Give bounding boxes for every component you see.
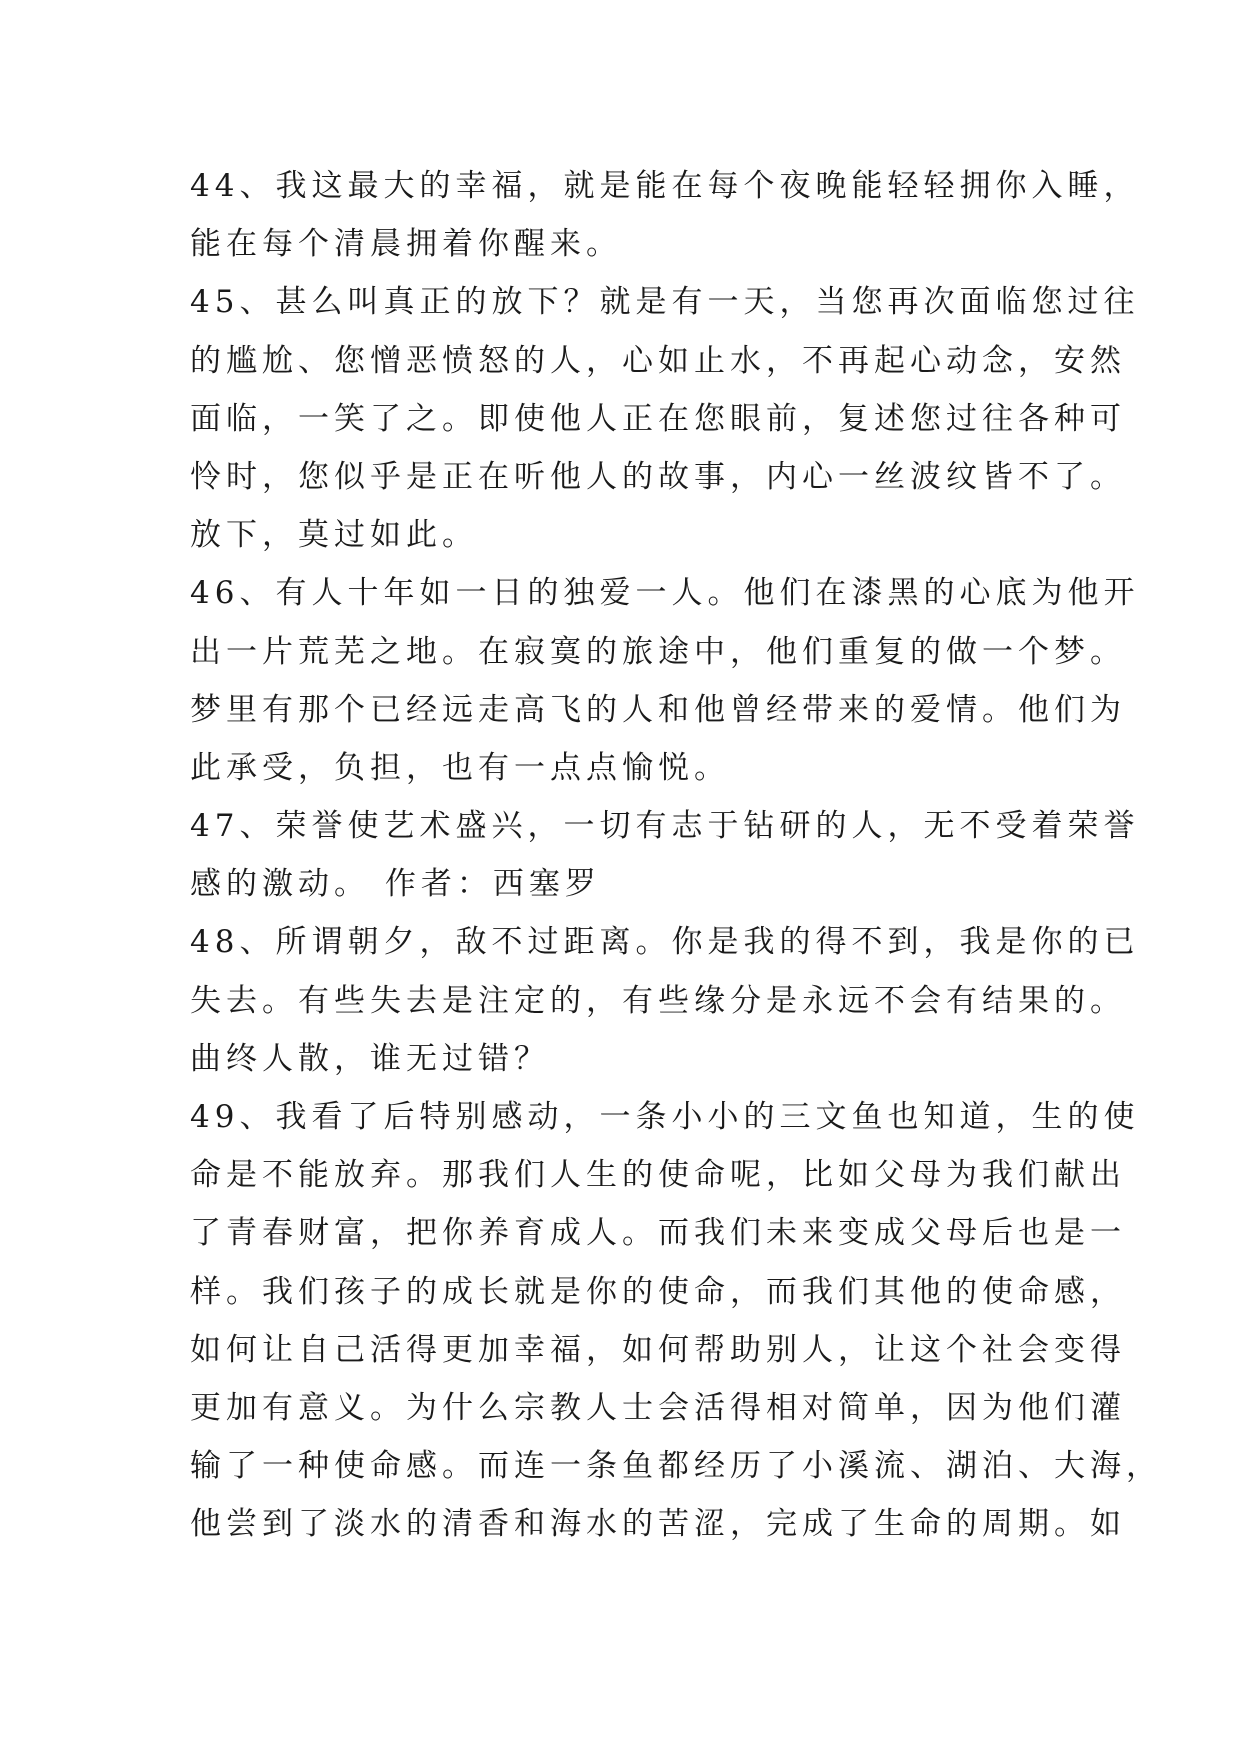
- text-line: 了青春财富，把你养育成人。而我们未来变成父母后也是一: [190, 1215, 1126, 1252]
- text-line: 他尝到了淡水的清香和海水的苦涩，完成了生命的周期。如: [190, 1506, 1126, 1543]
- text-line: 47、荣誉使艺术盛兴，一切有志于钻研的人，无不受着荣誉: [190, 808, 1140, 845]
- text-line: 输了一种使命感。而连一条鱼都经历了小溪流、湖泊、大海，: [190, 1448, 1162, 1485]
- text-line: 44、我这最大的幸福，就是能在每个夜晚能轻轻拥你入睡，: [190, 168, 1140, 204]
- document-body: [190, 157, 1162, 1554]
- text-line: 46、有人十年如一日的独爱一人。他们在漆黑的心底为他开: [190, 575, 1140, 612]
- text-line: 48、所谓朝夕，敌不过距离。你是我的得不到，我是你的已: [190, 924, 1140, 961]
- text-line: 样。我们孩子的成长就是你的使命，而我们其他的使命感，: [190, 1273, 1126, 1310]
- text-line: 的尴尬、您憎恶愤怒的人，心如止水，不再起心动念，安然: [190, 342, 1126, 379]
- text-line: 感的激动。 作者：西塞罗: [190, 866, 601, 903]
- text-line: 怜时，您似乎是正在听他人的故事，内心一丝波纹皆不了。: [190, 458, 1126, 495]
- text-line: 更加有意义。为什么宗教人士会活得相对简单，因为他们灌: [190, 1389, 1126, 1426]
- text-line: 此承受，负担，也有一点点愉悦。: [190, 749, 730, 786]
- text-line: 如何让自己活得更加幸福，如何帮助别人，让这个社会变得: [190, 1331, 1126, 1368]
- text-line: 面临，一笑了之。即使他人正在您眼前，复述您过往各种可: [190, 400, 1126, 437]
- text-line: 放下，莫过如此。: [190, 517, 478, 554]
- text-line: 命是不能放弃。那我们人生的使命呢，比如父母为我们献出: [190, 1157, 1126, 1194]
- text-line: 49、我看了后特别感动，一条小小的三文鱼也知道，生的使: [190, 1099, 1140, 1135]
- text-line: 出一片荒芜之地。在寂寞的旅途中，他们重复的做一个梦。: [190, 633, 1126, 670]
- text-line: 能在每个清晨拥着你醒来。: [190, 226, 622, 263]
- text-line: 梦里有那个已经远走高飞的人和他曾经带来的爱情。他们为: [190, 691, 1126, 728]
- text-line: 失去。有些失去是注定的，有些缘分是永远不会有结果的。: [190, 982, 1126, 1019]
- text-line: 曲终人散，谁无过错？: [190, 1040, 550, 1077]
- text-line: 45、甚么叫真正的放下？就是有一天，当您再次面临您过往: [190, 284, 1140, 321]
